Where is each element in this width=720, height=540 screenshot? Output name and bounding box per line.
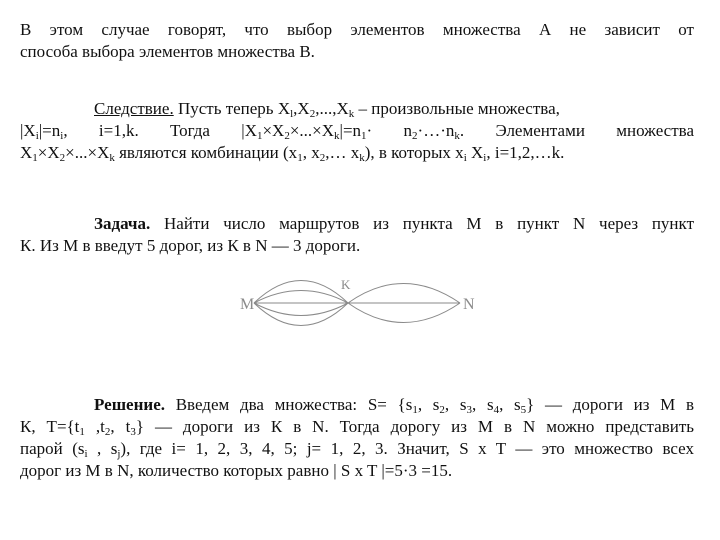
- solution-line-1: Решение. Введем два множества: $S= \{s_1$, $s_2$, $s_3$, $s_4$, $s_5$} — дороги из М в: [94, 395, 695, 416]
- corollary-line-2: $|X_i|=n_i$, i=1,k. Тогда $|X_1\times X_2\times...\times X_k|=n_1\cdot$ $n_2\cdot\dots\cdot n_k$. Элементами множества: [20, 121, 694, 142]
- solution-label: Решение.: [94, 395, 165, 414]
- label-m: M: [240, 296, 255, 313]
- task-paragraph: [20, 213, 694, 257]
- intro-line-2: способа выбора элементов множества В.: [20, 42, 315, 61]
- label-n: N: [463, 296, 475, 313]
- corollary-line-3: $X_1\times X_2\times...\times X_k$ являются комбинации ($x_1$, $x_2,\dots$ $x_k$), в которых $x_i$ $X_i$, i=1,2,…k.: [20, 143, 565, 164]
- solution-line-4: дорог из М в N, количество которых равно | S x T |=5·3 =15.: [20, 461, 453, 480]
- label-k: K: [341, 277, 351, 292]
- road-m-k-5: [254, 303, 348, 326]
- road-m-k-4: [254, 303, 348, 316]
- road-k-n-3: [348, 303, 460, 323]
- corollary-line-1: Следствие. Пусть теперь $X_l,X_2,...,X_k$ – произвольные множества,: [94, 99, 560, 120]
- road-k-n-1: [348, 284, 460, 304]
- road-curves: [254, 281, 460, 326]
- intro-paragraph: [20, 19, 694, 63]
- solution-line-2: К, $T=\{t_1$ $,t_2$, $t_3$} — дороги из К в N. Тогда дорогу из М в N можно представить: [20, 417, 694, 438]
- task-line-1: Задача. Найти число маршрутов из пункта М в пункт N через пункт: [94, 214, 694, 233]
- task-line-2: К. Из М в введут 5 дорог, из К в N — 3 дороги.: [20, 236, 361, 255]
- roads-diagram: [238, 272, 478, 334]
- solution-paragraph: [20, 394, 694, 482]
- road-m-k-2: [254, 291, 348, 304]
- corollary-paragraph: [20, 98, 694, 164]
- corollary-label: Следствие.: [94, 99, 174, 118]
- task-label: Задача.: [94, 214, 151, 233]
- solution-line-3: парой ($s_i$ , $s_j$), где i= 1, 2, 3, 4, 5; j= 1, 2, 3. Значит, S x T — это множество всех: [20, 439, 694, 460]
- road-m-k-1: [254, 281, 348, 304]
- intro-line-1: В этом случае говорят, что выбор элементов множества А не зависит от: [20, 20, 694, 39]
